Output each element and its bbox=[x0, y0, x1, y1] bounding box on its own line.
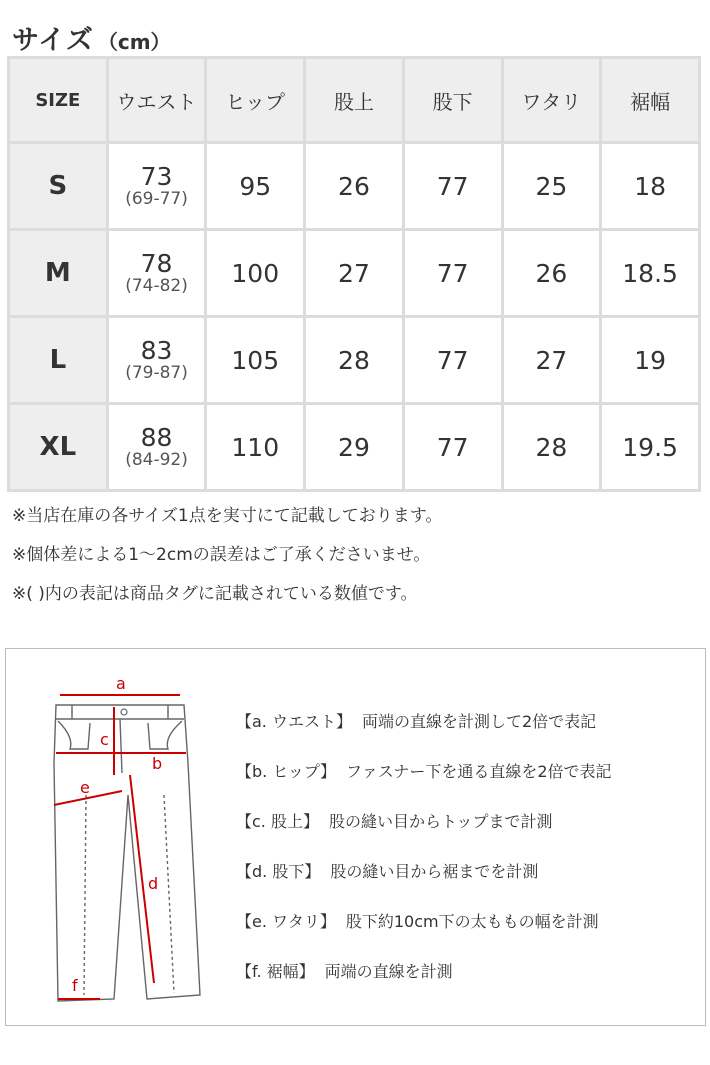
legend-text: ファスナー下を通る直線を2倍で表記 bbox=[346, 762, 612, 781]
inseam-cell: 77 bbox=[403, 404, 502, 491]
table-row bbox=[9, 404, 700, 491]
hem-cell: 19.5 bbox=[601, 404, 700, 491]
inseam-cell: 77 bbox=[403, 230, 502, 317]
page-title bbox=[12, 18, 171, 56]
size-table bbox=[7, 56, 701, 492]
header-size: SIZE bbox=[9, 58, 108, 143]
notes bbox=[12, 503, 702, 620]
legend-item-b bbox=[236, 759, 696, 809]
thigh-cell: 25 bbox=[502, 143, 601, 230]
label-a: a bbox=[116, 674, 126, 693]
header-hem: 裾幅 bbox=[601, 58, 700, 143]
waist-range: (69-77) bbox=[125, 188, 188, 209]
size-cell: S bbox=[9, 143, 108, 230]
measurement-guide bbox=[5, 648, 706, 1026]
hem-cell: 18.5 bbox=[601, 230, 700, 317]
hip-cell: 110 bbox=[206, 404, 305, 491]
pocket-right bbox=[148, 721, 182, 749]
size-cell: M bbox=[9, 230, 108, 317]
legend-text: 股下約10cm下の太ももの幅を計測 bbox=[345, 912, 599, 931]
title-main: サイズ bbox=[12, 25, 94, 56]
note-stock: ※当店在庫の各サイズ1点を実寸にて記載しております。 bbox=[12, 506, 443, 526]
thigh-cell: 26 bbox=[502, 230, 601, 317]
waist-value: 88 bbox=[140, 422, 173, 452]
waist-cell bbox=[107, 143, 206, 230]
waist-range: (84-92) bbox=[125, 449, 188, 470]
table-row bbox=[9, 230, 700, 317]
waist-range: (79-87) bbox=[125, 362, 188, 383]
legend-text: 股の縫い目からトップまで計測 bbox=[328, 812, 553, 831]
label-e: e bbox=[80, 778, 90, 797]
inseam-cell: 77 bbox=[403, 317, 502, 404]
legend-item-f bbox=[236, 959, 696, 1009]
button-icon bbox=[121, 709, 127, 715]
label-c: c bbox=[100, 730, 109, 749]
legend-key: 【a. ウエスト】 bbox=[236, 712, 352, 731]
pants-diagram bbox=[44, 665, 224, 1015]
rise-cell: 29 bbox=[305, 404, 404, 491]
rise-cell: 26 bbox=[305, 143, 404, 230]
legend-key: 【b. ヒップ】 bbox=[236, 762, 337, 781]
legend-item-e bbox=[236, 909, 696, 959]
leg-crease-left bbox=[84, 795, 86, 995]
table-row bbox=[9, 143, 700, 230]
header-rise: 股上 bbox=[305, 58, 404, 143]
legend-item-d bbox=[236, 859, 696, 909]
waist-range: (74-82) bbox=[125, 275, 188, 296]
legend-key: 【c. 股上】 bbox=[236, 812, 319, 831]
legend-key: 【e. ワタリ】 bbox=[236, 912, 336, 931]
rise-cell: 27 bbox=[305, 230, 404, 317]
table-row bbox=[9, 317, 700, 404]
hip-cell: 100 bbox=[206, 230, 305, 317]
rise-cell: 28 bbox=[305, 317, 404, 404]
legend-text: 股の縫い目から裾までを計測 bbox=[330, 862, 539, 881]
hip-cell: 105 bbox=[206, 317, 305, 404]
size-cell: XL bbox=[9, 404, 108, 491]
thigh-cell: 28 bbox=[502, 404, 601, 491]
header-thigh: ワタリ bbox=[502, 58, 601, 143]
fly-line bbox=[120, 719, 122, 773]
header-hip: ヒップ bbox=[206, 58, 305, 143]
note-tag-values: ※( )内の表記は商品タグに記載されている数値です。 bbox=[12, 584, 418, 604]
legend-key: 【d. 股下】 bbox=[236, 862, 321, 881]
title-unit: （cm） bbox=[97, 30, 171, 54]
legend-key: 【f. 裾幅】 bbox=[236, 962, 315, 981]
waist-value: 83 bbox=[140, 335, 173, 365]
size-cell: L bbox=[9, 317, 108, 404]
inseam-cell: 77 bbox=[403, 143, 502, 230]
waist-cell bbox=[107, 317, 206, 404]
header-inseam: 股下 bbox=[403, 58, 502, 143]
legend-text: 両端の直線を計測 bbox=[324, 962, 453, 981]
legend-text: 両端の直線を計測して2倍で表記 bbox=[361, 712, 597, 731]
waist-cell bbox=[107, 404, 206, 491]
hem-cell: 18 bbox=[601, 143, 700, 230]
table-header-row bbox=[9, 58, 700, 143]
waist-cell bbox=[107, 230, 206, 317]
pocket-left bbox=[58, 721, 90, 749]
label-b: b bbox=[152, 754, 163, 773]
thigh-cell: 27 bbox=[502, 317, 601, 404]
hem-cell: 19 bbox=[601, 317, 700, 404]
measurement-legend bbox=[236, 709, 696, 1009]
legend-item-c bbox=[236, 809, 696, 859]
label-f: f bbox=[72, 976, 78, 995]
hip-cell: 95 bbox=[206, 143, 305, 230]
legend-item-a bbox=[236, 709, 696, 759]
leg-crease-right bbox=[164, 795, 174, 993]
label-d: d bbox=[148, 874, 159, 893]
waist-value: 78 bbox=[140, 248, 173, 278]
header-waist: ウエスト bbox=[107, 58, 206, 143]
waist-value: 73 bbox=[140, 161, 173, 191]
note-tolerance: ※個体差による1〜2cmの誤差はご了承くださいませ。 bbox=[12, 545, 431, 565]
